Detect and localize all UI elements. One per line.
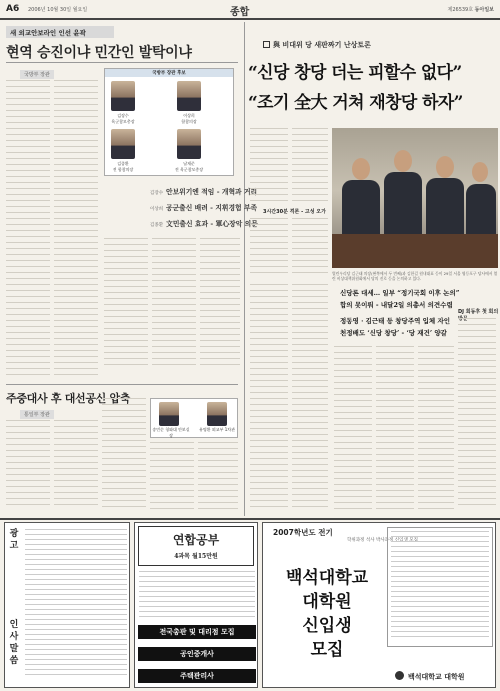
quote-text: 공군출신 배려 - 지휘경험 부족 — [166, 204, 258, 212]
quote-text: 文민출신 효과 - 軍心장악 의문 — [166, 220, 258, 228]
right-body-col6 — [458, 318, 496, 514]
ad-study-block: 공인중개사 — [138, 647, 256, 661]
candidate-role: 전 육군참모총장 — [174, 167, 204, 172]
candidate-name: 김장수 — [117, 113, 129, 118]
official-portrait — [207, 402, 227, 426]
column-divider — [244, 22, 245, 516]
right-body-col2-top — [292, 128, 328, 206]
right-body-col5 — [418, 346, 454, 514]
ad-text-lines — [25, 529, 127, 683]
candidates-photo-box — [104, 68, 234, 176]
candidate-caption — [167, 161, 211, 173]
left-body-col5 — [200, 238, 240, 378]
main-headline-2: “조기 全大 거쳐 재창당 하자” — [248, 93, 463, 113]
page-header — [0, 0, 500, 20]
official-caption — [151, 427, 191, 439]
person-head — [352, 158, 370, 180]
candidate-name: 이상희 — [183, 113, 195, 118]
ad-univ-tag2: 학위과정 석사 박사과정 신입생 모집 — [347, 538, 418, 543]
right-kicker — [263, 40, 371, 50]
ad-univ-tag: 2007학년도 전기 — [273, 528, 333, 537]
candidate-portrait — [177, 81, 201, 111]
quote-text: 안보위기엔 적임 - 개혁과 거리 — [166, 188, 258, 196]
left-body-col4 — [152, 238, 196, 378]
officials-photo-box — [150, 398, 238, 438]
ad-university — [262, 522, 496, 688]
ad-univ-line: 신입생 — [302, 616, 352, 636]
page-number: A6 — [6, 4, 20, 14]
right-body-col2-bottom — [292, 284, 328, 514]
ad-vertical-title-2: 인사말씀 — [9, 620, 19, 666]
left-body-col1 — [6, 80, 50, 380]
ad-univ-line: 대학원 — [302, 592, 352, 612]
photo-caption: 열린우리당 김근태 의장(왼쪽에서 두 번째)과 김한길 원내대표 등이 29일 서울 영등포구 당사에서 열린 비상대책위원회에서 당의 진로 등을 논의하고 있다. — [332, 271, 498, 281]
left-headline-2: 주중대사 후 대선공신 압축 — [6, 392, 131, 405]
candidate-quote-list — [150, 186, 262, 234]
quote-tag: 이상희 — [150, 207, 164, 212]
right-body-col4 — [376, 346, 414, 514]
left-byline: 국방부 장관 — [20, 70, 54, 79]
paper-name: 동아일보 — [474, 7, 494, 13]
left2-body-col5 — [198, 442, 238, 514]
meeting-photo — [332, 128, 498, 268]
candidate-portrait — [177, 129, 201, 159]
candidate-name: 남재준 — [183, 161, 195, 166]
left-byline-2: 통일부 장관 — [20, 410, 54, 419]
sub-headline-4: 천정배도 ‘신당 창당’ - ‘당 재건’ 양갈 — [340, 329, 447, 337]
right-body-col1-top — [250, 128, 288, 206]
main-headline-1: “신당 창당 더는 피할수 없다” — [248, 63, 462, 83]
ad-vertical-title: 광고 — [9, 529, 19, 551]
headline-rule — [6, 62, 238, 63]
left-box-title: 새 외교안보라인 인선 윤곽 — [6, 26, 114, 38]
ad-univ-line: 백석대학교 — [285, 568, 369, 588]
paper-info — [448, 6, 495, 13]
right-body-col1-bottom — [250, 284, 288, 514]
ad-study-block: 주택관리사 — [138, 669, 256, 683]
quote-line — [150, 218, 262, 228]
ad-study — [134, 522, 258, 688]
ad-study-sub: 4과목 월15만원 — [174, 553, 218, 560]
candidate-name: 김종환 — [117, 161, 129, 166]
official-caption — [195, 427, 239, 433]
person-head — [472, 162, 488, 182]
right-body-col2-mid — [292, 218, 328, 278]
issue-date: 2006년 10월 30일 월요일 — [28, 7, 88, 13]
left-body-col2 — [54, 80, 98, 380]
quote-tag: 김장수 — [150, 191, 164, 196]
ad-greeting — [4, 522, 130, 688]
ad-univ-info-frame — [387, 527, 493, 647]
person-head — [436, 156, 454, 178]
ad-study-title: 연합공부 — [172, 533, 220, 547]
candidate-caption — [169, 113, 209, 125]
left-headline: 현역 승진이냐 민간인 발탁이냐 — [6, 45, 192, 61]
ad-study-lines — [139, 571, 255, 623]
ad-study-header — [138, 526, 254, 566]
right-subsection: 3시간30분 격론 - 고성 오가 — [263, 209, 326, 215]
ad-univ-line: 모집 — [310, 640, 344, 660]
photo-box-title: 국방부 장관 후보 — [105, 69, 233, 77]
candidate-portrait — [111, 81, 135, 111]
official-role: 외교부 1차관 — [211, 427, 235, 432]
ad-univ-lines — [391, 531, 489, 643]
quote-line — [150, 186, 262, 196]
official-name: 유명환 — [198, 427, 211, 432]
quote-line — [150, 202, 262, 212]
candidate-caption — [105, 113, 141, 125]
right-body-col3 — [334, 346, 372, 514]
sub-headline-3: 정동영 · 김근태 등 창당주역 입체 자인 — [340, 317, 451, 325]
candidate-portrait — [111, 129, 135, 159]
kicker-text: 與 비대위 당 새판짜기 난상토론 — [273, 41, 371, 49]
ad-univ-logo: 백석대학교 대학원 — [395, 671, 465, 682]
sub-headline-2: 합의 못이뤄 - 내달2일 의총서 의견수렴 — [340, 301, 453, 309]
candidate-role: 육군참모총장 — [111, 119, 135, 124]
right-body-col1-mid — [250, 218, 288, 278]
section-title: 종합 — [230, 7, 250, 18]
official-name: 송민순 — [152, 427, 164, 432]
official-role: 청와대 안보실장 — [165, 427, 190, 438]
left2-body-col1 — [6, 420, 50, 514]
meeting-table — [332, 234, 498, 268]
candidate-role: 합참의장 — [181, 119, 197, 124]
left2-body-col3 — [102, 398, 146, 514]
kicker-box-icon — [263, 41, 270, 48]
ad-study-block: 전국총판 및 대리점 모집 — [138, 625, 256, 639]
quote-tag: 김종환 — [150, 223, 164, 228]
sub-headline-1: 신당론 대세… 일부 “정기국회 이후 논의” — [340, 289, 460, 297]
left2-body-col2 — [54, 420, 98, 514]
left2-body-col4 — [150, 442, 194, 514]
left-body-col3 — [104, 238, 148, 378]
candidate-caption — [105, 161, 141, 173]
side-subsection: DJ 회동후 첫 회의 방문 — [458, 309, 499, 322]
candidate-role: 전 합참의장 — [112, 167, 134, 172]
person-head — [394, 150, 412, 172]
official-portrait — [159, 402, 179, 426]
issue-number: 제26539호 — [447, 7, 474, 13]
story-divider — [6, 384, 238, 385]
